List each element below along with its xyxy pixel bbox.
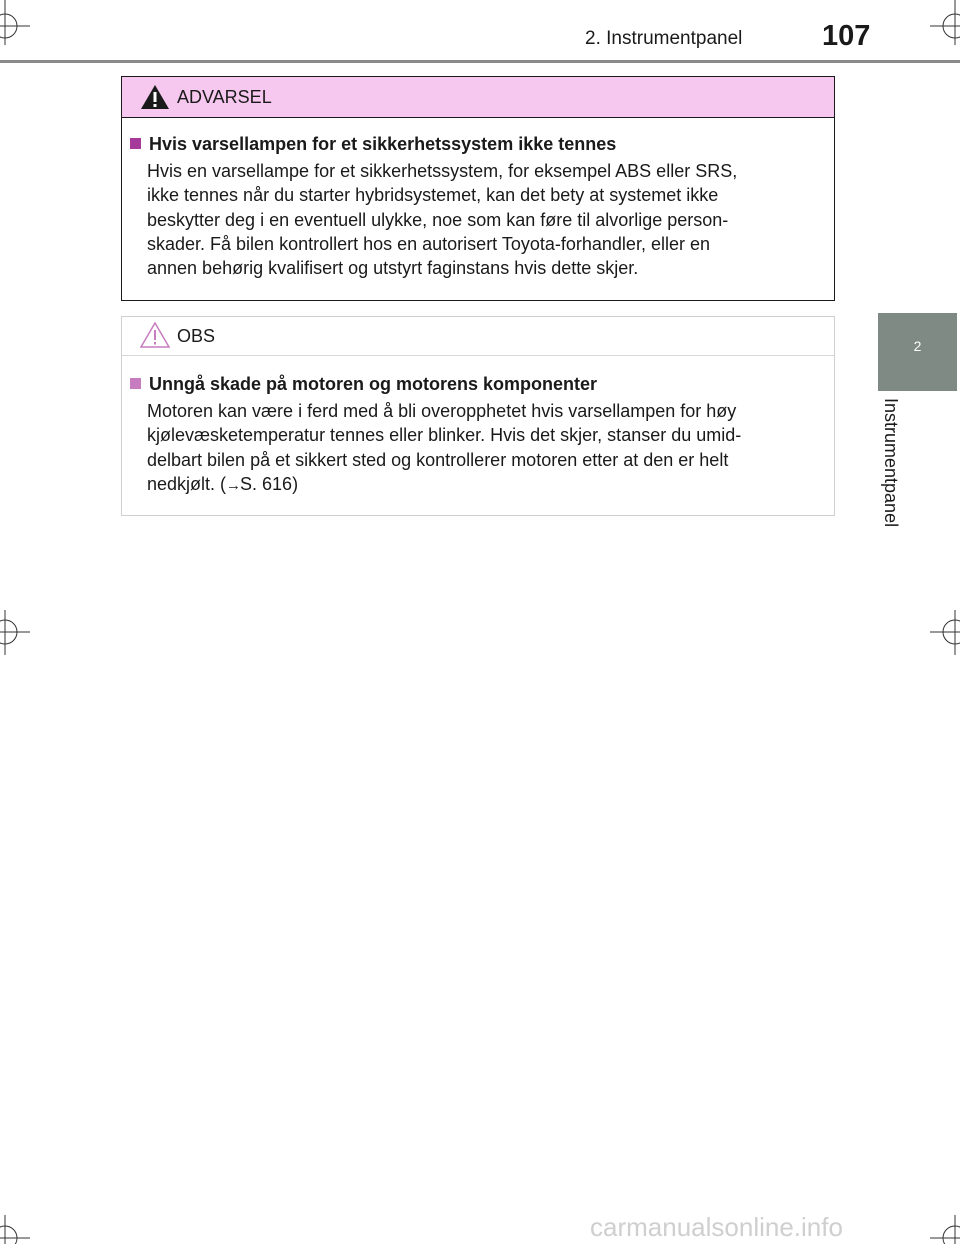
warning-triangle-icon bbox=[140, 83, 170, 111]
chapter-label-text: Instrumentpanel bbox=[881, 398, 901, 528]
header-divider bbox=[0, 60, 960, 63]
page-number: 107 bbox=[822, 20, 871, 52]
body-line: Motoren kan være i ferd med å bli overopphetet hvis varsellampen for høy bbox=[147, 401, 737, 421]
cross-ref-link[interactable]: S. 616) bbox=[240, 473, 299, 494]
notice-item-title-text: Unngå skade på motoren og motorens komponenter bbox=[149, 374, 598, 394]
section-title: 2. Instrumentpanel bbox=[585, 28, 743, 49]
chapter-label bbox=[882, 398, 904, 548]
body-line: Hvis en varsellampe for et sikkerhetssystem, for eksempel ABS eller SRS, bbox=[147, 161, 738, 181]
body-line: ikke tennes når du starter hybridsystemet, kan det bety at systemet ikke bbox=[147, 185, 719, 206]
warning-heading: ADVARSEL bbox=[177, 87, 272, 107]
notice-box bbox=[121, 316, 835, 516]
body-line: beskytter deg i en eventuell ulykke, noe som kan føre til alvorlige person- bbox=[147, 209, 729, 230]
arrow-right-icon: → bbox=[226, 476, 241, 494]
notice-item-body bbox=[147, 399, 823, 498]
bullet-square-icon bbox=[130, 378, 141, 389]
chapter-tab bbox=[878, 313, 957, 391]
warning-item-title bbox=[130, 134, 616, 155]
warning-item-title-text: Hvis varsellampen for et sikkerhetssystem ikke tennes bbox=[149, 134, 617, 154]
chapter-number: 2 bbox=[913, 338, 922, 354]
body-line: annen behørig kvalifisert og utstyrt faginstans hvis dette skjer. bbox=[147, 258, 639, 279]
notice-heading: OBS bbox=[177, 326, 216, 346]
caution-triangle-icon bbox=[140, 321, 170, 349]
body-line: delbart bilen på et sikkert sted og kontrollerer motoren etter at den er helt bbox=[147, 449, 729, 470]
warning-header bbox=[122, 77, 834, 118]
warning-item-body bbox=[147, 159, 823, 280]
cross-ref-prefix: nedkjølt. ( bbox=[147, 473, 227, 494]
body-line: skader. Få bilen kontrollert hos en autorisert Toyota-forhandler, eller en bbox=[147, 233, 710, 254]
notice-item-title bbox=[130, 374, 597, 395]
bullet-square-icon bbox=[130, 138, 141, 149]
notice-header bbox=[122, 317, 834, 356]
body-line: kjølevæsketemperatur tennes eller blinker. Hvis det skjer, stanser du umid- bbox=[147, 425, 742, 446]
body-line-last bbox=[147, 472, 823, 498]
warning-box bbox=[121, 76, 835, 301]
watermark: carmanualsonline.info bbox=[590, 1212, 843, 1242]
